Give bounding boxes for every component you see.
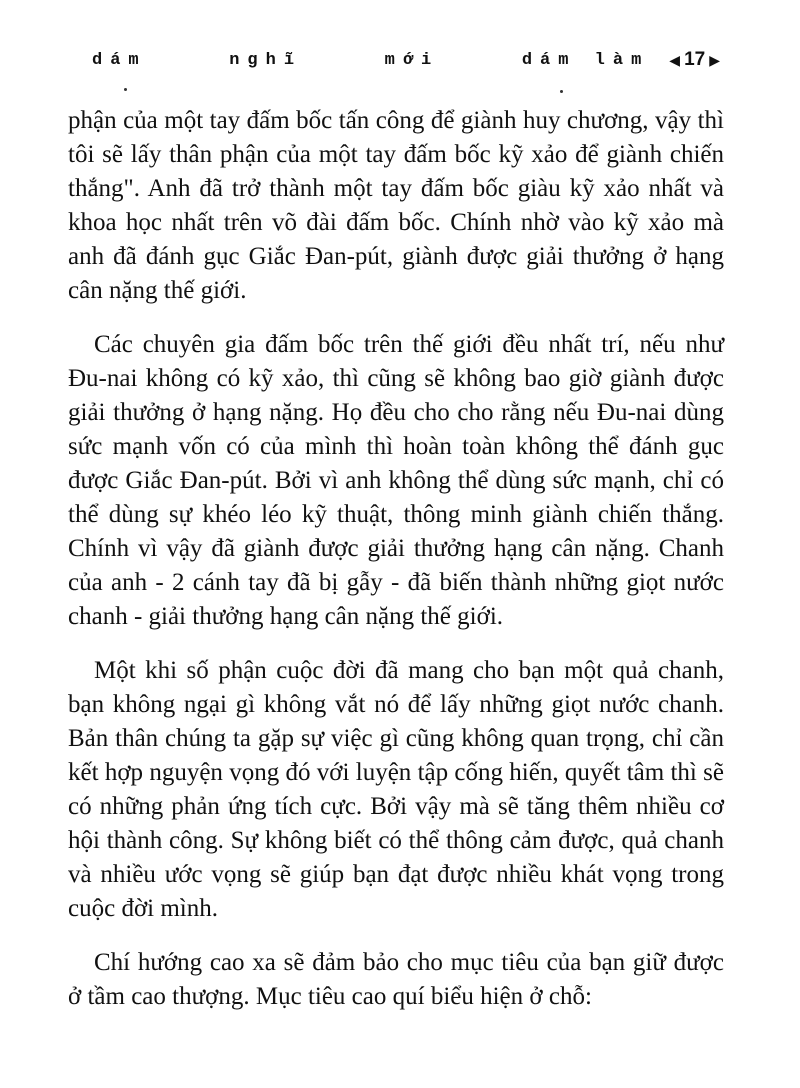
running-header — [92, 44, 720, 76]
triangle-left-icon: ◀ — [669, 52, 681, 68]
running-title-word: dám — [92, 50, 147, 70]
page-number-block — [669, 49, 720, 71]
running-title — [92, 51, 669, 70]
body-text — [68, 104, 724, 1034]
running-title-word: nghĩ — [229, 50, 303, 70]
paragraph: Một khi số phận cuộc đời đã mang cho bạn một quả chanh, bạn không ngại gì không vắt nó để lấy những giọt nước chanh. Bản thân chúng ta gặp sự việc gì cũng không quan trọng, chỉ cần kết hợp nguyện vọng đó với luyện tập cống hiến, quyết tâm thì sẽ có những phản ứng tích cực. Bởi vậy mà sẽ tăng thêm nhiều cơ hội thành công. Sự không biết có thể thông cảm được, quả chanh và nhiều ước vọng sẽ giúp bạn đạt được nhiều khát vọng trong cuộc đời mình. — [68, 657, 724, 922]
running-title-word: mới — [384, 50, 440, 70]
print-speck — [124, 88, 127, 91]
running-title-word: dám làm — [521, 50, 650, 70]
paragraph: phận của một tay đấm bốc tấn công để giành huy chương, vậy thì tôi sẽ lấy thân phận của một tay đấm bốc kỹ xảo để giành chiến thắng". Anh đã trở thành một tay đấm bốc giàu kỹ xảo nhất và khoa học nhất trên võ đài đấm bốc. Chính nhờ vào kỹ xảo mà anh đã đánh gục Giắc Đan-pút, giành được giải thưởng ở hạng cân nặng thế giới. — [68, 107, 724, 304]
paragraph: Các chuyên gia đấm bốc trên thế giới đều nhất trí, nếu như Đu-nai không có kỹ xảo, thì cũng sẽ không bao giờ giành được giải thưởng ở hạng nặng. Họ đều cho cho rằng nếu Đu-nai dùng sức mạnh vốn có của mình thì hoàn toàn không thể đánh gục được Giắc Đan-pút. Bởi vì anh không thể dùng sức mạnh, chỉ có thể dùng sự khéo léo kỹ thuật, thông minh giành chiến thắng. Chính vì vậy đã giành được giải thưởng hạng cân nặng. Chanh của anh - 2 cánh tay đã bị gẫy - đã biến thành những giọt nước chanh - giải thưởng hạng cân nặng thế giới. — [68, 331, 724, 630]
print-speck — [560, 90, 563, 93]
paragraph: Chí hướng cao xa sẽ đảm bảo cho mục tiêu của bạn giữ được ở tầm cao thượng. Mục tiêu cao quí biểu hiện ở chỗ: — [68, 949, 724, 1010]
triangle-right-icon: ▶ — [709, 52, 720, 68]
page-number: 17 — [684, 49, 706, 70]
